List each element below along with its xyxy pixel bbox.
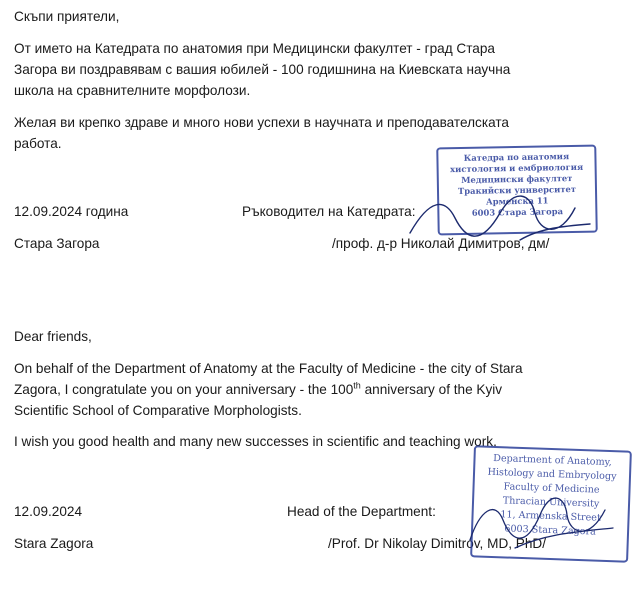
en-head-label: Head of the Department: [287,504,436,519]
en-para1-line1: On behalf of the Department of Anatomy at the Faculty of Medicine - the city of Stara [14,361,523,376]
bg-para1-line1: От името на Катедрата по анатомия при Медицински факултет - град Стара [14,41,495,56]
bg-stamp-line: Тракийски университет [457,183,577,197]
en-para1-line3: Scientific School of Comparative Morphologists. [14,403,302,418]
bg-para1-line2: Загора ви поздравявам с вашия юбилей - 100 годишнина на Киевската научна [14,62,511,77]
en-stamp-line: 6003 Stara Zagora [504,523,597,538]
en-stamp-line: Department of Anatomy, [493,452,613,469]
bg-greeting: Скъпи приятели, [14,9,120,24]
en-greeting: Dear friends, [14,329,92,344]
bg-signatory: /проф. д-р Николай Димитров, дм/ [332,236,550,251]
bg-stamp-line: 6003 Стара Загора [471,206,564,218]
bg-stamp-line: Медицински факултет [461,173,573,185]
en-date: 12.09.2024 [14,504,83,519]
bg-date: 12.09.2024 година [14,204,129,219]
bg-stamp-line: Катедра по анатомия [463,151,570,163]
bg-head-label: Ръководител на Катедрата: [242,204,416,219]
en-stamp-line: Histology and Embryology [487,466,617,483]
en-para1-line2-text: Zagora, I congratulate you on your anniversary - the 100 [14,382,354,397]
bg-signature [400,178,600,258]
en-signatory: /Prof. Dr Nikolay Dimitrov, MD, PhD/ [328,536,547,551]
en-stamp-line: Thracian University [502,495,600,510]
bg-para2-line1: Желая ви крепко здраве и много нови успехи в научната и преподавателската [14,115,509,130]
en-signature [455,470,625,560]
bg-para1-line3: школа на сравнителните морфолози. [14,83,251,98]
en-para1-line2 [14,379,502,400]
en-stamp-line: 11, Armenska Street [500,509,601,524]
en-stamp-line: Faculty of Medicine [503,481,600,496]
bg-stamp-line: Арменска 11 [485,195,549,207]
en-para2: I wish you good health and many new successes in scientific and teaching work. [14,434,497,449]
en-city: Stara Zagora [14,536,94,551]
bg-city: Стара Загора [14,236,100,251]
ordinal-suffix: th [353,380,361,391]
bg-para2-line2: работа. [14,136,62,151]
bg-stamp-line: хистология и ембриология [450,161,584,175]
en-para1-line2-tail: anniversary of the Kyiv [360,382,503,397]
